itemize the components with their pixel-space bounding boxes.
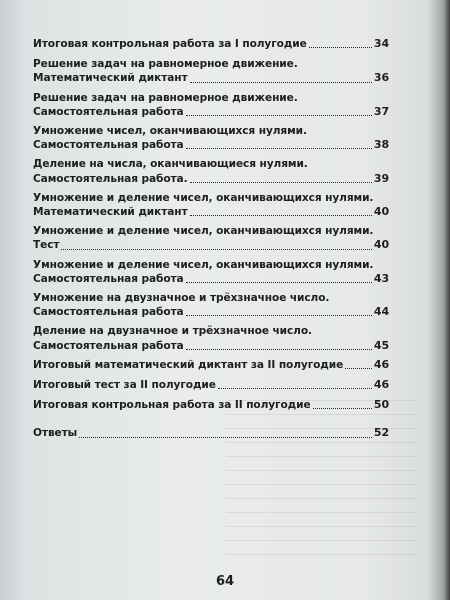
toc-entry-title: Решение задач на равномерное движение. bbox=[33, 58, 298, 71]
toc-entry bbox=[33, 191, 389, 219]
toc-entry-page: 40 bbox=[373, 205, 389, 219]
toc-entry-page: 40 bbox=[373, 238, 389, 252]
toc-entry-page: 38 bbox=[373, 138, 389, 152]
toc-entry-title: Тест bbox=[33, 239, 60, 252]
toc-entry-page: 44 bbox=[373, 305, 389, 319]
toc-entry bbox=[33, 91, 389, 119]
toc-entry-page: 45 bbox=[373, 338, 389, 352]
toc-entry-line bbox=[33, 105, 389, 119]
toc-entry-line bbox=[33, 339, 389, 353]
toc-entry bbox=[33, 291, 389, 319]
page-number: 64 bbox=[215, 574, 235, 589]
toc-entry-title: Самостоятельная работа bbox=[33, 105, 184, 118]
toc-entry-page: 46 bbox=[373, 378, 389, 392]
dot-leader bbox=[186, 282, 372, 283]
toc-entry-line bbox=[33, 37, 389, 51]
toc-entry bbox=[33, 378, 389, 392]
toc-entry-line bbox=[33, 71, 389, 85]
toc-entry-line bbox=[33, 205, 389, 219]
dot-leader bbox=[186, 115, 372, 116]
toc-entry-line bbox=[33, 124, 389, 138]
toc-entry-page: 50 bbox=[373, 398, 389, 412]
toc-entry-line bbox=[33, 272, 389, 286]
toc-entry-title: Ответы bbox=[33, 427, 78, 440]
toc-entry-title: Деление на двузначное и трёхзначное число. bbox=[33, 325, 312, 338]
toc-entry-page: 52 bbox=[373, 426, 389, 440]
toc-entry-title: Умножение и деление чисел, оканчивающихся нулями. bbox=[33, 191, 374, 204]
section-gap bbox=[33, 418, 389, 426]
toc-entry-line bbox=[33, 324, 389, 338]
dot-leader bbox=[190, 82, 372, 83]
toc-entry-title: Итоговый математический диктант за II полугодие bbox=[33, 358, 344, 371]
toc-entry-line bbox=[33, 172, 389, 186]
dot-leader bbox=[61, 249, 371, 250]
toc-entry-page: 34 bbox=[373, 37, 389, 50]
toc-entry-title: Итоговая контрольная работа за I полугодие bbox=[33, 38, 307, 50]
toc-entry bbox=[33, 57, 389, 85]
toc-entry bbox=[33, 124, 389, 152]
dot-leader bbox=[186, 148, 372, 149]
toc-entry-page: 46 bbox=[373, 357, 389, 371]
toc-entry-line bbox=[33, 305, 389, 319]
dot-leader bbox=[313, 408, 372, 409]
toc-entry-line bbox=[33, 138, 389, 152]
toc-entry-page: 43 bbox=[373, 271, 389, 285]
dot-leader bbox=[186, 349, 372, 350]
toc-entry-line bbox=[33, 157, 389, 171]
toc-entry-line bbox=[33, 57, 389, 71]
toc-entry-title: Умножение на двузначное и трёхзначное число. bbox=[33, 292, 330, 305]
toc-entry bbox=[33, 224, 389, 252]
toc-entry bbox=[33, 324, 389, 352]
toc-entry-line bbox=[33, 358, 389, 372]
toc-entry-title: Математический диктант bbox=[33, 72, 188, 85]
toc-entry bbox=[33, 398, 389, 412]
toc-entry-line bbox=[33, 258, 389, 272]
toc-entry-title: Самостоятельная работа bbox=[33, 272, 184, 285]
toc-entry bbox=[33, 426, 389, 440]
toc-entry-page: 37 bbox=[373, 104, 389, 118]
toc-entry-title: Умножение и деление чисел, оканчивающихся нулями. bbox=[33, 258, 374, 271]
toc-entry bbox=[33, 37, 389, 51]
toc-entry-title: Самостоятельная работа bbox=[33, 306, 184, 319]
toc-entry-page: 39 bbox=[373, 171, 389, 185]
toc-entry-title: Самостоятельная работа bbox=[33, 139, 184, 152]
dot-leader bbox=[190, 182, 372, 183]
toc-entry-page: 36 bbox=[373, 71, 389, 85]
toc-entry bbox=[33, 258, 389, 286]
toc-entry-title: Математический диктант bbox=[33, 206, 188, 219]
toc-entry-line bbox=[33, 91, 389, 105]
toc-entry-line bbox=[33, 378, 389, 392]
toc-entry-title: Решение задач на равномерное движение. bbox=[33, 91, 298, 104]
toc-entry-line bbox=[33, 238, 389, 252]
dot-leader bbox=[218, 388, 372, 389]
dot-leader bbox=[190, 215, 372, 216]
toc-entry-title: Деление на числа, оканчивающиеся нулями. bbox=[33, 158, 308, 171]
dot-leader bbox=[186, 315, 372, 316]
toc-entry-title: Умножение и деление чисел, оканчивающихся нулями. bbox=[33, 225, 374, 238]
toc-entry-title: Умножение чисел, оканчивающихся нулями. bbox=[33, 125, 307, 138]
toc-entry-title: Итоговая контрольная работа за II полугодие bbox=[33, 399, 311, 412]
toc-entry-title: Самостоятельная работа. bbox=[33, 172, 188, 185]
toc-entry bbox=[33, 157, 389, 185]
toc-entry-title: Самостоятельная работа bbox=[33, 339, 184, 352]
toc-entry-line bbox=[33, 398, 389, 412]
dot-leader bbox=[345, 368, 372, 369]
toc-entry-line bbox=[33, 224, 389, 238]
toc-entry-title: Итоговый тест за II полугодие bbox=[33, 379, 216, 392]
toc-entry-line bbox=[33, 291, 389, 305]
toc-entry-line bbox=[33, 191, 389, 205]
toc-entry bbox=[33, 358, 389, 372]
toc-entry-line bbox=[33, 426, 389, 440]
table-of-contents bbox=[33, 37, 389, 447]
dot-leader bbox=[309, 47, 372, 48]
dot-leader bbox=[79, 437, 372, 438]
